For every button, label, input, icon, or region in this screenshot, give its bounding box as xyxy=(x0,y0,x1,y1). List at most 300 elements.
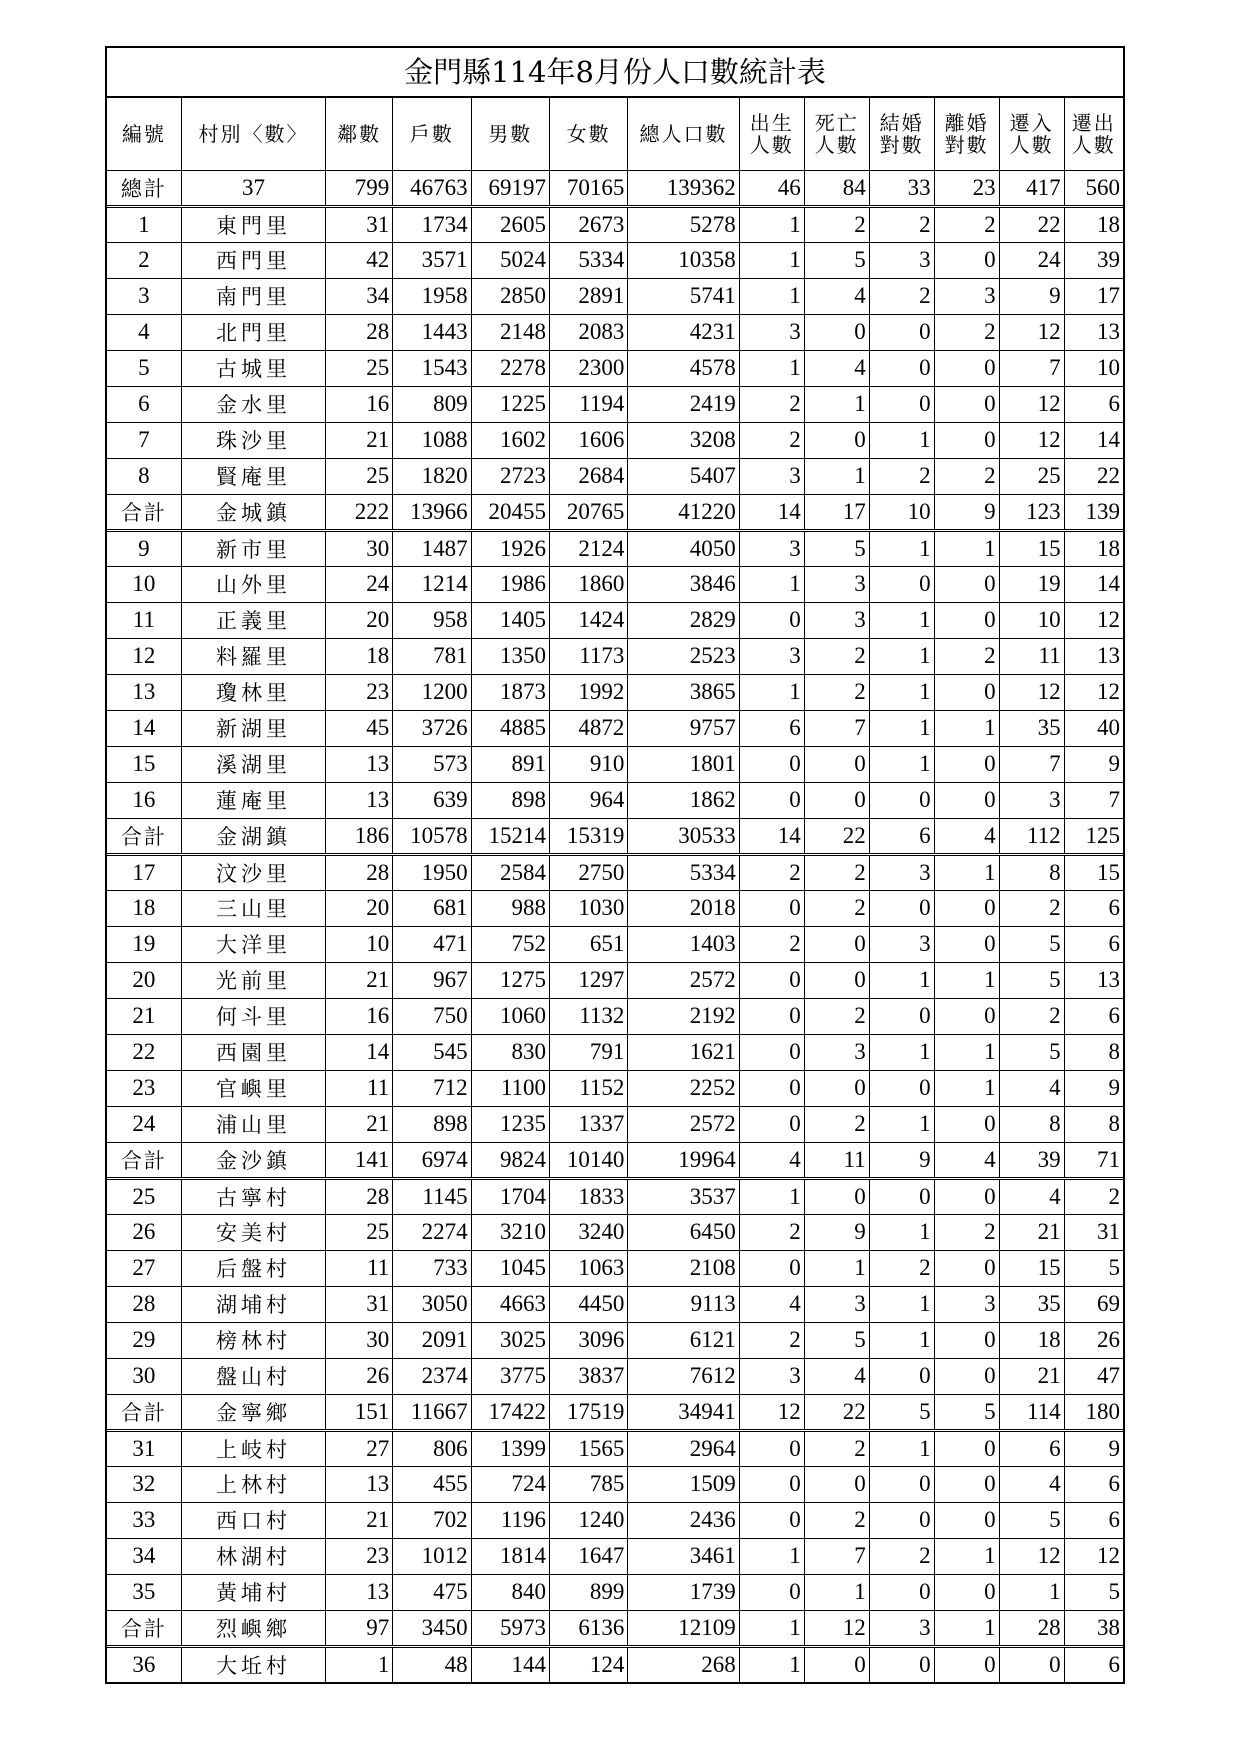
cell-deaths: 5 xyxy=(804,530,869,566)
cell-id: 2 xyxy=(107,242,181,278)
header-row xyxy=(107,98,1123,170)
cell-females: 964 xyxy=(549,782,627,818)
cell-village: 新市里 xyxy=(181,530,325,566)
cell-marriages: 0 xyxy=(869,890,934,926)
cell-males: 1602 xyxy=(471,422,549,458)
cell-moved-out: 2 xyxy=(1064,1178,1123,1214)
cell-households: 455 xyxy=(393,1466,471,1502)
cell-households: 46763 xyxy=(393,170,471,206)
cell-females: 10140 xyxy=(549,1142,627,1178)
cell-marriages: 0 xyxy=(869,998,934,1034)
cell-households: 1487 xyxy=(393,530,471,566)
cell-moved-in: 4 xyxy=(999,1466,1064,1502)
cell-moved-in: 35 xyxy=(999,1286,1064,1322)
cell-moved-out: 560 xyxy=(1064,170,1123,206)
cell-moved-out: 18 xyxy=(1064,530,1123,566)
cell-neighborhoods: 26 xyxy=(326,1358,393,1394)
cell-births: 2 xyxy=(739,854,804,890)
cell-neighborhoods: 151 xyxy=(326,1394,393,1430)
table-row xyxy=(107,638,1123,674)
cell-females: 1173 xyxy=(549,638,627,674)
cell-id: 7 xyxy=(107,422,181,458)
cell-id: 14 xyxy=(107,710,181,746)
cell-total-population: 10358 xyxy=(628,242,739,278)
cell-marriages: 0 xyxy=(869,314,934,350)
column-header-divorces: 離婚 對數 xyxy=(934,98,999,170)
cell-moved-out: 139 xyxy=(1064,494,1123,530)
cell-births: 2 xyxy=(739,1322,804,1358)
cell-marriages: 0 xyxy=(869,1574,934,1610)
cell-births: 0 xyxy=(739,890,804,926)
cell-id: 29 xyxy=(107,1322,181,1358)
table-row xyxy=(107,1214,1123,1250)
cell-households: 3450 xyxy=(393,1610,471,1646)
cell-total-population: 30533 xyxy=(628,818,739,854)
table-row xyxy=(107,674,1123,710)
cell-marriages: 9 xyxy=(869,1142,934,1178)
cell-births: 3 xyxy=(739,638,804,674)
cell-males: 3775 xyxy=(471,1358,549,1394)
table-row xyxy=(107,1106,1123,1142)
cell-males: 2605 xyxy=(471,206,549,242)
cell-marriages: 0 xyxy=(869,1646,934,1682)
cell-moved-in: 8 xyxy=(999,854,1064,890)
table-row xyxy=(107,746,1123,782)
cell-village: 金寧鄉 xyxy=(181,1394,325,1430)
cell-marriages: 0 xyxy=(869,1178,934,1214)
cell-village: 蓮庵里 xyxy=(181,782,325,818)
cell-households: 681 xyxy=(393,890,471,926)
cell-deaths: 0 xyxy=(804,782,869,818)
cell-deaths: 2 xyxy=(804,638,869,674)
cell-births: 0 xyxy=(739,1034,804,1070)
cell-id: 26 xyxy=(107,1214,181,1250)
cell-marriages: 1 xyxy=(869,746,934,782)
cell-moved-out: 12 xyxy=(1064,602,1123,638)
column-header-females: 女數 xyxy=(549,98,627,170)
cell-marriages: 0 xyxy=(869,1466,934,1502)
cell-id: 31 xyxy=(107,1430,181,1466)
cell-births: 0 xyxy=(739,746,804,782)
cell-village: 黃埔村 xyxy=(181,1574,325,1610)
cell-moved-in: 12 xyxy=(999,1538,1064,1574)
cell-marriages: 3 xyxy=(869,854,934,890)
cell-village: 新湖里 xyxy=(181,710,325,746)
cell-marriages: 3 xyxy=(869,1610,934,1646)
cell-total-population: 139362 xyxy=(628,170,739,206)
table-row xyxy=(107,206,1123,242)
cell-marriages: 1 xyxy=(869,710,934,746)
cell-females: 1565 xyxy=(549,1430,627,1466)
cell-divorces: 4 xyxy=(934,1142,999,1178)
cell-marriages: 0 xyxy=(869,566,934,602)
cell-village: 溪湖里 xyxy=(181,746,325,782)
cell-households: 1443 xyxy=(393,314,471,350)
cell-males: 1350 xyxy=(471,638,549,674)
grand-total-row xyxy=(107,170,1123,206)
cell-total-population: 1862 xyxy=(628,782,739,818)
cell-marriages: 5 xyxy=(869,1394,934,1430)
cell-marriages: 1 xyxy=(869,1322,934,1358)
cell-moved-in: 0 xyxy=(999,1646,1064,1682)
cell-divorces: 0 xyxy=(934,1502,999,1538)
cell-deaths: 0 xyxy=(804,314,869,350)
cell-total-population: 5334 xyxy=(628,854,739,890)
cell-neighborhoods: 20 xyxy=(326,890,393,926)
cell-females: 17519 xyxy=(549,1394,627,1430)
cell-moved-out: 8 xyxy=(1064,1034,1123,1070)
cell-total-population: 2419 xyxy=(628,386,739,422)
cell-moved-out: 6 xyxy=(1064,1466,1123,1502)
cell-moved-out: 14 xyxy=(1064,422,1123,458)
cell-births: 1 xyxy=(739,242,804,278)
cell-id: 合計 xyxy=(107,1610,181,1646)
cell-males: 1196 xyxy=(471,1502,549,1538)
cell-households: 639 xyxy=(393,782,471,818)
cell-females: 4450 xyxy=(549,1286,627,1322)
cell-households: 750 xyxy=(393,998,471,1034)
cell-moved-in: 123 xyxy=(999,494,1064,530)
column-header-total-population: 總人口數 xyxy=(628,98,739,170)
cell-households: 11667 xyxy=(393,1394,471,1430)
cell-id: 30 xyxy=(107,1358,181,1394)
cell-divorces: 0 xyxy=(934,1358,999,1394)
cell-males: 15214 xyxy=(471,818,549,854)
cell-marriages: 2 xyxy=(869,1538,934,1574)
cell-households: 3050 xyxy=(393,1286,471,1322)
cell-births: 0 xyxy=(739,782,804,818)
cell-moved-out: 71 xyxy=(1064,1142,1123,1178)
cell-deaths: 0 xyxy=(804,746,869,782)
cell-total-population: 3846 xyxy=(628,566,739,602)
cell-divorces: 0 xyxy=(934,890,999,926)
cell-moved-out: 69 xyxy=(1064,1286,1123,1322)
cell-households: 1734 xyxy=(393,206,471,242)
cell-households: 733 xyxy=(393,1250,471,1286)
cell-births: 2 xyxy=(739,926,804,962)
cell-moved-out: 47 xyxy=(1064,1358,1123,1394)
cell-neighborhoods: 25 xyxy=(326,1214,393,1250)
cell-births: 14 xyxy=(739,818,804,854)
cell-females: 2684 xyxy=(549,458,627,494)
column-header-males: 男數 xyxy=(471,98,549,170)
cell-id: 18 xyxy=(107,890,181,926)
cell-females: 6136 xyxy=(549,1610,627,1646)
cell-divorces: 2 xyxy=(934,638,999,674)
cell-moved-out: 7 xyxy=(1064,782,1123,818)
column-header-deaths: 死亡 人數 xyxy=(804,98,869,170)
cell-neighborhoods: 11 xyxy=(326,1070,393,1106)
cell-neighborhoods: 34 xyxy=(326,278,393,314)
cell-females: 15319 xyxy=(549,818,627,854)
cell-neighborhoods: 13 xyxy=(326,746,393,782)
cell-marriages: 1 xyxy=(869,530,934,566)
cell-moved-in: 12 xyxy=(999,674,1064,710)
table-row xyxy=(107,602,1123,638)
cell-id: 25 xyxy=(107,1178,181,1214)
cell-divorces: 2 xyxy=(934,1214,999,1250)
cell-moved-in: 7 xyxy=(999,350,1064,386)
cell-moved-in: 10 xyxy=(999,602,1064,638)
cell-households: 1543 xyxy=(393,350,471,386)
cell-neighborhoods: 20 xyxy=(326,602,393,638)
cell-moved-out: 38 xyxy=(1064,1610,1123,1646)
cell-marriages: 2 xyxy=(869,278,934,314)
cell-females: 785 xyxy=(549,1466,627,1502)
cell-total-population: 5278 xyxy=(628,206,739,242)
cell-males: 1814 xyxy=(471,1538,549,1574)
table-row xyxy=(107,710,1123,746)
cell-marriages: 2 xyxy=(869,1250,934,1286)
cell-females: 2750 xyxy=(549,854,627,890)
cell-village: 金沙鎮 xyxy=(181,1142,325,1178)
cell-id: 10 xyxy=(107,566,181,602)
cell-moved-in: 11 xyxy=(999,638,1064,674)
cell-females: 1194 xyxy=(549,386,627,422)
cell-deaths: 1 xyxy=(804,1574,869,1610)
table-row xyxy=(107,1502,1123,1538)
cell-village: 汶沙里 xyxy=(181,854,325,890)
cell-births: 14 xyxy=(739,494,804,530)
cell-total-population: 2964 xyxy=(628,1430,739,1466)
cell-neighborhoods: 23 xyxy=(326,674,393,710)
cell-total-population: 2018 xyxy=(628,890,739,926)
cell-neighborhoods: 18 xyxy=(326,638,393,674)
table-row xyxy=(107,998,1123,1034)
column-header-id: 編號 xyxy=(107,98,181,170)
cell-neighborhoods: 21 xyxy=(326,422,393,458)
table-row xyxy=(107,1358,1123,1394)
cell-divorces: 1 xyxy=(934,530,999,566)
table-row xyxy=(107,386,1123,422)
cell-moved-out: 39 xyxy=(1064,242,1123,278)
cell-neighborhoods: 27 xyxy=(326,1430,393,1466)
cell-males: 2850 xyxy=(471,278,549,314)
cell-divorces: 2 xyxy=(934,314,999,350)
cell-id: 32 xyxy=(107,1466,181,1502)
cell-neighborhoods: 13 xyxy=(326,1574,393,1610)
cell-neighborhoods: 799 xyxy=(326,170,393,206)
cell-neighborhoods: 28 xyxy=(326,854,393,890)
cell-village: 大坵村 xyxy=(181,1646,325,1682)
cell-village: 山外里 xyxy=(181,566,325,602)
cell-id: 6 xyxy=(107,386,181,422)
cell-neighborhoods: 141 xyxy=(326,1142,393,1178)
cell-id: 16 xyxy=(107,782,181,818)
cell-households: 809 xyxy=(393,386,471,422)
cell-females: 3837 xyxy=(549,1358,627,1394)
cell-village: 浦山里 xyxy=(181,1106,325,1142)
cell-deaths: 4 xyxy=(804,278,869,314)
page-title: 金門縣114年8月份人口數統計表 xyxy=(107,48,1123,98)
cell-births: 1 xyxy=(739,1178,804,1214)
cell-deaths: 2 xyxy=(804,1106,869,1142)
cell-females: 4872 xyxy=(549,710,627,746)
table-row xyxy=(107,566,1123,602)
cell-births: 1 xyxy=(739,278,804,314)
cell-marriages: 10 xyxy=(869,494,934,530)
cell-deaths: 4 xyxy=(804,1358,869,1394)
cell-divorces: 1 xyxy=(934,962,999,998)
cell-moved-out: 13 xyxy=(1064,962,1123,998)
cell-moved-in: 12 xyxy=(999,314,1064,350)
cell-households: 1145 xyxy=(393,1178,471,1214)
cell-deaths: 2 xyxy=(804,854,869,890)
cell-divorces: 3 xyxy=(934,278,999,314)
cell-households: 1950 xyxy=(393,854,471,890)
cell-neighborhoods: 21 xyxy=(326,962,393,998)
cell-marriages: 3 xyxy=(869,926,934,962)
cell-births: 0 xyxy=(739,998,804,1034)
cell-males: 891 xyxy=(471,746,549,782)
cell-deaths: 7 xyxy=(804,710,869,746)
cell-village: 珠沙里 xyxy=(181,422,325,458)
cell-males: 2148 xyxy=(471,314,549,350)
cell-moved-out: 13 xyxy=(1064,638,1123,674)
cell-neighborhoods: 30 xyxy=(326,530,393,566)
cell-neighborhoods: 222 xyxy=(326,494,393,530)
cell-females: 1063 xyxy=(549,1250,627,1286)
cell-moved-out: 15 xyxy=(1064,854,1123,890)
cell-moved-out: 125 xyxy=(1064,818,1123,854)
cell-deaths: 2 xyxy=(804,890,869,926)
cell-households: 1088 xyxy=(393,422,471,458)
cell-males: 3210 xyxy=(471,1214,549,1250)
cell-males: 1704 xyxy=(471,1178,549,1214)
cell-moved-out: 5 xyxy=(1064,1574,1123,1610)
cell-deaths: 0 xyxy=(804,422,869,458)
cell-households: 6974 xyxy=(393,1142,471,1178)
subtotal-row xyxy=(107,818,1123,854)
cell-births: 3 xyxy=(739,314,804,350)
cell-total-population: 41220 xyxy=(628,494,739,530)
cell-moved-in: 6 xyxy=(999,1430,1064,1466)
cell-id: 28 xyxy=(107,1286,181,1322)
cell-neighborhoods: 11 xyxy=(326,1250,393,1286)
cell-females: 1132 xyxy=(549,998,627,1034)
cell-id: 5 xyxy=(107,350,181,386)
cell-deaths: 11 xyxy=(804,1142,869,1178)
cell-households: 545 xyxy=(393,1034,471,1070)
table-row xyxy=(107,854,1123,890)
cell-total-population: 3208 xyxy=(628,422,739,458)
column-header-village: 村別〈數〉 xyxy=(181,98,325,170)
cell-births: 0 xyxy=(739,962,804,998)
cell-deaths: 3 xyxy=(804,1034,869,1070)
cell-males: 1100 xyxy=(471,1070,549,1106)
cell-total-population: 4578 xyxy=(628,350,739,386)
cell-divorces: 3 xyxy=(934,1286,999,1322)
cell-village: 盤山村 xyxy=(181,1358,325,1394)
cell-deaths: 5 xyxy=(804,1322,869,1358)
cell-deaths: 0 xyxy=(804,1646,869,1682)
cell-id: 11 xyxy=(107,602,181,638)
cell-households: 10578 xyxy=(393,818,471,854)
cell-births: 1 xyxy=(739,566,804,602)
cell-marriages: 0 xyxy=(869,1070,934,1106)
cell-neighborhoods: 21 xyxy=(326,1106,393,1142)
cell-divorces: 0 xyxy=(934,1178,999,1214)
cell-village: 西園里 xyxy=(181,1034,325,1070)
cell-moved-in: 114 xyxy=(999,1394,1064,1430)
cell-marriages: 0 xyxy=(869,350,934,386)
cell-marriages: 2 xyxy=(869,206,934,242)
cell-neighborhoods: 10 xyxy=(326,926,393,962)
cell-moved-in: 2 xyxy=(999,998,1064,1034)
cell-moved-in: 21 xyxy=(999,1214,1064,1250)
subtotal-row xyxy=(107,494,1123,530)
cell-total-population: 2436 xyxy=(628,1502,739,1538)
cell-moved-out: 40 xyxy=(1064,710,1123,746)
table-row xyxy=(107,242,1123,278)
cell-moved-in: 8 xyxy=(999,1106,1064,1142)
cell-moved-in: 28 xyxy=(999,1610,1064,1646)
cell-households: 1958 xyxy=(393,278,471,314)
cell-births: 6 xyxy=(739,710,804,746)
cell-households: 573 xyxy=(393,746,471,782)
cell-births: 1 xyxy=(739,674,804,710)
cell-total-population: 9113 xyxy=(628,1286,739,1322)
column-header-births: 出生 人數 xyxy=(739,98,804,170)
cell-neighborhoods: 21 xyxy=(326,1502,393,1538)
cell-total-population: 3865 xyxy=(628,674,739,710)
cell-deaths: 3 xyxy=(804,566,869,602)
cell-females: 2891 xyxy=(549,278,627,314)
cell-females: 1030 xyxy=(549,890,627,926)
cell-divorces: 0 xyxy=(934,1106,999,1142)
cell-deaths: 2 xyxy=(804,206,869,242)
cell-births: 46 xyxy=(739,170,804,206)
cell-id: 合計 xyxy=(107,818,181,854)
cell-total-population: 5407 xyxy=(628,458,739,494)
cell-marriages: 0 xyxy=(869,782,934,818)
cell-marriages: 1 xyxy=(869,638,934,674)
cell-village: 金水里 xyxy=(181,386,325,422)
cell-deaths: 1 xyxy=(804,386,869,422)
cell-neighborhoods: 14 xyxy=(326,1034,393,1070)
cell-households: 898 xyxy=(393,1106,471,1142)
cell-females: 899 xyxy=(549,1574,627,1610)
cell-village: 北門里 xyxy=(181,314,325,350)
cell-moved-in: 1 xyxy=(999,1574,1064,1610)
cell-marriages: 1 xyxy=(869,1286,934,1322)
cell-moved-out: 6 xyxy=(1064,1502,1123,1538)
cell-village: 正義里 xyxy=(181,602,325,638)
cell-id: 27 xyxy=(107,1250,181,1286)
cell-id: 總計 xyxy=(107,170,181,206)
cell-divorces: 2 xyxy=(934,458,999,494)
cell-births: 1 xyxy=(739,1538,804,1574)
cell-females: 1337 xyxy=(549,1106,627,1142)
table-row xyxy=(107,890,1123,926)
cell-village: 37 xyxy=(181,170,325,206)
cell-females: 2083 xyxy=(549,314,627,350)
cell-moved-in: 9 xyxy=(999,278,1064,314)
cell-moved-in: 3 xyxy=(999,782,1064,818)
cell-marriages: 0 xyxy=(869,386,934,422)
cell-neighborhoods: 28 xyxy=(326,314,393,350)
cell-id: 合計 xyxy=(107,494,181,530)
cell-moved-out: 26 xyxy=(1064,1322,1123,1358)
cell-village: 林湖村 xyxy=(181,1538,325,1574)
cell-total-population: 2572 xyxy=(628,962,739,998)
column-header-marriages: 結婚 對數 xyxy=(869,98,934,170)
cell-village: 金湖鎮 xyxy=(181,818,325,854)
cell-females: 2673 xyxy=(549,206,627,242)
cell-deaths: 3 xyxy=(804,1286,869,1322)
cell-deaths: 3 xyxy=(804,602,869,638)
cell-id: 36 xyxy=(107,1646,181,1682)
